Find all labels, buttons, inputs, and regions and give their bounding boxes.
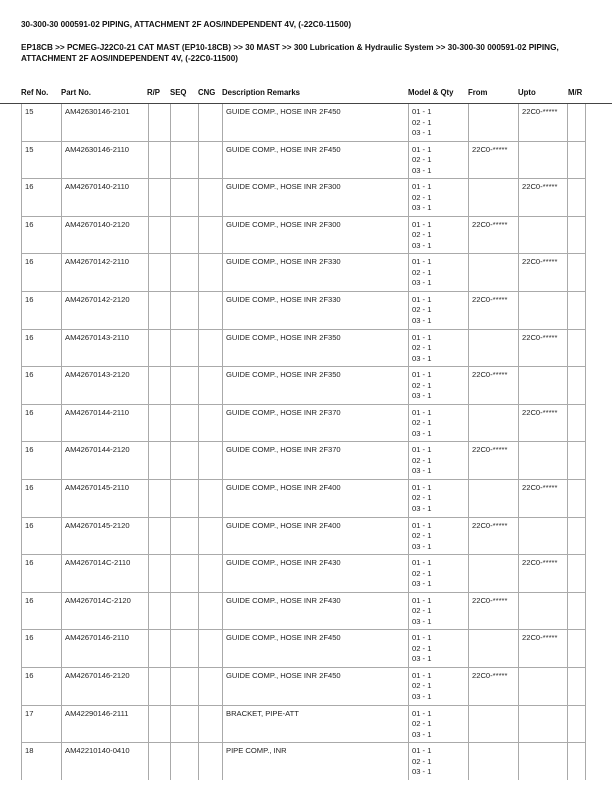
ref-cell: 16 <box>22 630 62 668</box>
rp-cell <box>149 667 171 705</box>
from-cell: 22C0-***** <box>469 517 519 555</box>
cng-cell <box>199 141 223 179</box>
part-no-cell: AM42670140-2120 <box>62 216 149 254</box>
column-header-ref-no: Ref No. <box>21 88 49 97</box>
table-row <box>22 743 586 780</box>
seq-cell <box>171 555 199 593</box>
table-row <box>22 254 586 292</box>
column-header-mr: M/R <box>568 88 583 97</box>
part-no-cell: AM42670145-2110 <box>62 479 149 517</box>
upto-cell <box>519 705 568 743</box>
column-header-seq: SEQ <box>170 88 187 97</box>
model-qty-cell: 01 - 1 02 - 1 03 - 1 <box>409 141 469 179</box>
upto-cell: 22C0-***** <box>519 179 568 217</box>
from-cell: 22C0-***** <box>469 592 519 630</box>
model-qty-cell: 01 - 1 02 - 1 03 - 1 <box>409 667 469 705</box>
mr-cell <box>568 254 586 292</box>
ref-cell: 15 <box>22 141 62 179</box>
mr-cell <box>568 329 586 367</box>
ref-cell: 16 <box>22 329 62 367</box>
table-row <box>22 630 586 668</box>
rp-cell <box>149 442 171 480</box>
cng-cell <box>199 442 223 480</box>
description-cell: GUIDE COMP., HOSE INR 2F430 <box>223 592 409 630</box>
description-cell: GUIDE COMP., HOSE INR 2F450 <box>223 630 409 668</box>
part-no-cell: AM42670140-2110 <box>62 179 149 217</box>
part-no-cell: AM42670144-2120 <box>62 442 149 480</box>
model-qty-cell: 01 - 1 02 - 1 03 - 1 <box>409 517 469 555</box>
column-header-upto: Upto <box>518 88 536 97</box>
mr-cell <box>568 404 586 442</box>
from-cell <box>469 329 519 367</box>
upto-cell <box>519 667 568 705</box>
model-qty-cell: 01 - 1 02 - 1 03 - 1 <box>409 442 469 480</box>
ref-cell: 16 <box>22 367 62 405</box>
parts-table <box>21 104 586 780</box>
seq-cell <box>171 141 199 179</box>
from-cell <box>469 743 519 780</box>
part-no-cell: AM42670143-2120 <box>62 367 149 405</box>
upto-cell <box>519 141 568 179</box>
rp-cell <box>149 104 171 141</box>
upto-cell: 22C0-***** <box>519 404 568 442</box>
seq-cell <box>171 705 199 743</box>
rp-cell <box>149 404 171 442</box>
seq-cell <box>171 329 199 367</box>
rp-cell <box>149 216 171 254</box>
cng-cell <box>199 705 223 743</box>
cng-cell <box>199 479 223 517</box>
description-cell: PIPE COMP., INR <box>223 743 409 780</box>
description-cell: GUIDE COMP., HOSE INR 2F450 <box>223 667 409 705</box>
part-no-cell: AM42670142-2120 <box>62 291 149 329</box>
upto-cell <box>519 592 568 630</box>
part-no-cell: AM42670144-2110 <box>62 404 149 442</box>
from-cell <box>469 104 519 141</box>
column-header-from: From <box>468 88 488 97</box>
cng-cell <box>199 517 223 555</box>
ref-cell: 16 <box>22 479 62 517</box>
cng-cell <box>199 254 223 292</box>
ref-cell: 17 <box>22 705 62 743</box>
cng-cell <box>199 667 223 705</box>
seq-cell <box>171 743 199 780</box>
table-row <box>22 667 586 705</box>
mr-cell <box>568 141 586 179</box>
ref-cell: 16 <box>22 592 62 630</box>
from-cell: 22C0-***** <box>469 367 519 405</box>
cng-cell <box>199 743 223 780</box>
upto-cell <box>519 517 568 555</box>
description-cell: GUIDE COMP., HOSE INR 2F350 <box>223 367 409 405</box>
ref-cell: 16 <box>22 517 62 555</box>
rp-cell <box>149 517 171 555</box>
part-no-cell: AM4267014C-2120 <box>62 592 149 630</box>
rp-cell <box>149 367 171 405</box>
model-qty-cell: 01 - 1 02 - 1 03 - 1 <box>409 179 469 217</box>
ref-cell: 16 <box>22 254 62 292</box>
description-cell: GUIDE COMP., HOSE INR 2F350 <box>223 329 409 367</box>
from-cell: 22C0-***** <box>469 291 519 329</box>
model-qty-cell: 01 - 1 02 - 1 03 - 1 <box>409 555 469 593</box>
mr-cell <box>568 216 586 254</box>
page-title: 30-300-30 000591-02 PIPING, ATTACHMENT 2F AOS/INDEPENDENT 4V, (-22C0-11500) <box>21 20 352 29</box>
model-qty-cell: 01 - 1 02 - 1 03 - 1 <box>409 404 469 442</box>
from-cell: 22C0-***** <box>469 141 519 179</box>
seq-cell <box>171 667 199 705</box>
model-qty-cell: 01 - 1 02 - 1 03 - 1 <box>409 291 469 329</box>
upto-cell <box>519 291 568 329</box>
table-row <box>22 104 586 141</box>
rp-cell <box>149 141 171 179</box>
mr-cell <box>568 442 586 480</box>
rp-cell <box>149 555 171 593</box>
description-cell: GUIDE COMP., HOSE INR 2F300 <box>223 216 409 254</box>
upto-cell: 22C0-***** <box>519 555 568 593</box>
part-no-cell: AM4267014C-2110 <box>62 555 149 593</box>
ref-cell: 16 <box>22 667 62 705</box>
mr-cell <box>568 630 586 668</box>
mr-cell <box>568 705 586 743</box>
cng-cell <box>199 367 223 405</box>
upto-cell: 22C0-***** <box>519 329 568 367</box>
seq-cell <box>171 517 199 555</box>
table-row <box>22 555 586 593</box>
part-no-cell: AM42210140-0410 <box>62 743 149 780</box>
column-header-description-remarks: Description Remarks <box>222 88 300 97</box>
description-cell: GUIDE COMP., HOSE INR 2F450 <box>223 104 409 141</box>
description-cell: GUIDE COMP., HOSE INR 2F330 <box>223 254 409 292</box>
column-header-rp: R/P <box>147 88 160 97</box>
table-row <box>22 479 586 517</box>
model-qty-cell: 01 - 1 02 - 1 03 - 1 <box>409 705 469 743</box>
cng-cell <box>199 555 223 593</box>
table-row <box>22 291 586 329</box>
table-row <box>22 216 586 254</box>
model-qty-cell: 01 - 1 02 - 1 03 - 1 <box>409 479 469 517</box>
description-cell: GUIDE COMP., HOSE INR 2F330 <box>223 291 409 329</box>
part-no-cell: AM42630146-2110 <box>62 141 149 179</box>
part-no-cell: AM42630146-2101 <box>62 104 149 141</box>
table-row <box>22 141 586 179</box>
description-cell: GUIDE COMP., HOSE INR 2F450 <box>223 141 409 179</box>
table-row <box>22 705 586 743</box>
cng-cell <box>199 291 223 329</box>
cng-cell <box>199 104 223 141</box>
seq-cell <box>171 104 199 141</box>
cng-cell <box>199 329 223 367</box>
column-header-model-qty: Model & Qty <box>408 88 454 97</box>
rp-cell <box>149 254 171 292</box>
description-cell: GUIDE COMP., HOSE INR 2F370 <box>223 442 409 480</box>
mr-cell <box>568 479 586 517</box>
table-row <box>22 442 586 480</box>
model-qty-cell: 01 - 1 02 - 1 03 - 1 <box>409 367 469 405</box>
from-cell: 22C0-***** <box>469 216 519 254</box>
model-qty-cell: 01 - 1 02 - 1 03 - 1 <box>409 329 469 367</box>
cng-cell <box>199 630 223 668</box>
ref-cell: 18 <box>22 743 62 780</box>
cng-cell <box>199 179 223 217</box>
ref-cell: 16 <box>22 291 62 329</box>
description-cell: GUIDE COMP., HOSE INR 2F370 <box>223 404 409 442</box>
seq-cell <box>171 479 199 517</box>
seq-cell <box>171 367 199 405</box>
part-no-cell: AM42670146-2120 <box>62 667 149 705</box>
model-qty-cell: 01 - 1 02 - 1 03 - 1 <box>409 216 469 254</box>
ref-cell: 16 <box>22 179 62 217</box>
mr-cell <box>568 592 586 630</box>
from-cell <box>469 555 519 593</box>
rp-cell <box>149 479 171 517</box>
rp-cell <box>149 179 171 217</box>
table-row <box>22 517 586 555</box>
ref-cell: 16 <box>22 442 62 480</box>
model-qty-cell: 01 - 1 02 - 1 03 - 1 <box>409 743 469 780</box>
seq-cell <box>171 442 199 480</box>
table-row <box>22 592 586 630</box>
cng-cell <box>199 216 223 254</box>
rp-cell <box>149 329 171 367</box>
rp-cell <box>149 743 171 780</box>
from-cell: 22C0-***** <box>469 442 519 480</box>
table-row <box>22 404 586 442</box>
mr-cell <box>568 179 586 217</box>
table-row <box>22 367 586 405</box>
table-row <box>22 329 586 367</box>
rp-cell <box>149 592 171 630</box>
model-qty-cell: 01 - 1 02 - 1 03 - 1 <box>409 254 469 292</box>
part-no-cell: AM42290146-2111 <box>62 705 149 743</box>
mr-cell <box>568 517 586 555</box>
ref-cell: 16 <box>22 216 62 254</box>
model-qty-cell: 01 - 1 02 - 1 03 - 1 <box>409 104 469 141</box>
upto-cell: 22C0-***** <box>519 254 568 292</box>
upto-cell: 22C0-***** <box>519 104 568 141</box>
ref-cell: 16 <box>22 555 62 593</box>
column-header-cng: CNG <box>198 88 216 97</box>
cng-cell <box>199 404 223 442</box>
from-cell <box>469 705 519 743</box>
cng-cell <box>199 592 223 630</box>
upto-cell <box>519 743 568 780</box>
mr-cell <box>568 667 586 705</box>
upto-cell: 22C0-***** <box>519 630 568 668</box>
mr-cell <box>568 743 586 780</box>
seq-cell <box>171 404 199 442</box>
part-no-cell: AM42670145-2120 <box>62 517 149 555</box>
from-cell <box>469 479 519 517</box>
part-no-cell: AM42670142-2110 <box>62 254 149 292</box>
rp-cell <box>149 291 171 329</box>
rp-cell <box>149 705 171 743</box>
rp-cell <box>149 630 171 668</box>
seq-cell <box>171 179 199 217</box>
part-no-cell: AM42670146-2110 <box>62 630 149 668</box>
upto-cell: 22C0-***** <box>519 479 568 517</box>
description-cell: GUIDE COMP., HOSE INR 2F430 <box>223 555 409 593</box>
seq-cell <box>171 592 199 630</box>
description-cell: GUIDE COMP., HOSE INR 2F300 <box>223 179 409 217</box>
from-cell <box>469 404 519 442</box>
from-cell: 22C0-***** <box>469 667 519 705</box>
mr-cell <box>568 555 586 593</box>
description-cell: GUIDE COMP., HOSE INR 2F400 <box>223 517 409 555</box>
seq-cell <box>171 216 199 254</box>
from-cell <box>469 254 519 292</box>
ref-cell: 16 <box>22 404 62 442</box>
from-cell <box>469 630 519 668</box>
table-row <box>22 179 586 217</box>
model-qty-cell: 01 - 1 02 - 1 03 - 1 <box>409 630 469 668</box>
description-cell: BRACKET, PIPE-ATT <box>223 705 409 743</box>
column-header-part-no: Part No. <box>61 88 91 97</box>
breadcrumb: EP18CB >> PCMEG-J22C0-21 CAT MAST (EP10-18CB) >> 30 MAST >> 300 Lubrication & Hydraulic System >> 30-300-30 000591-02 PIPING, ATTACHMENT 2F AOS/INDEPENDENT 4V, (-22C0-11500) <box>21 43 559 63</box>
seq-cell <box>171 630 199 668</box>
seq-cell <box>171 254 199 292</box>
ref-cell: 15 <box>22 104 62 141</box>
model-qty-cell: 01 - 1 02 - 1 03 - 1 <box>409 592 469 630</box>
from-cell <box>469 179 519 217</box>
part-no-cell: AM42670143-2110 <box>62 329 149 367</box>
upto-cell <box>519 442 568 480</box>
mr-cell <box>568 291 586 329</box>
mr-cell <box>568 104 586 141</box>
mr-cell <box>568 367 586 405</box>
upto-cell <box>519 216 568 254</box>
seq-cell <box>171 291 199 329</box>
upto-cell <box>519 367 568 405</box>
description-cell: GUIDE COMP., HOSE INR 2F400 <box>223 479 409 517</box>
